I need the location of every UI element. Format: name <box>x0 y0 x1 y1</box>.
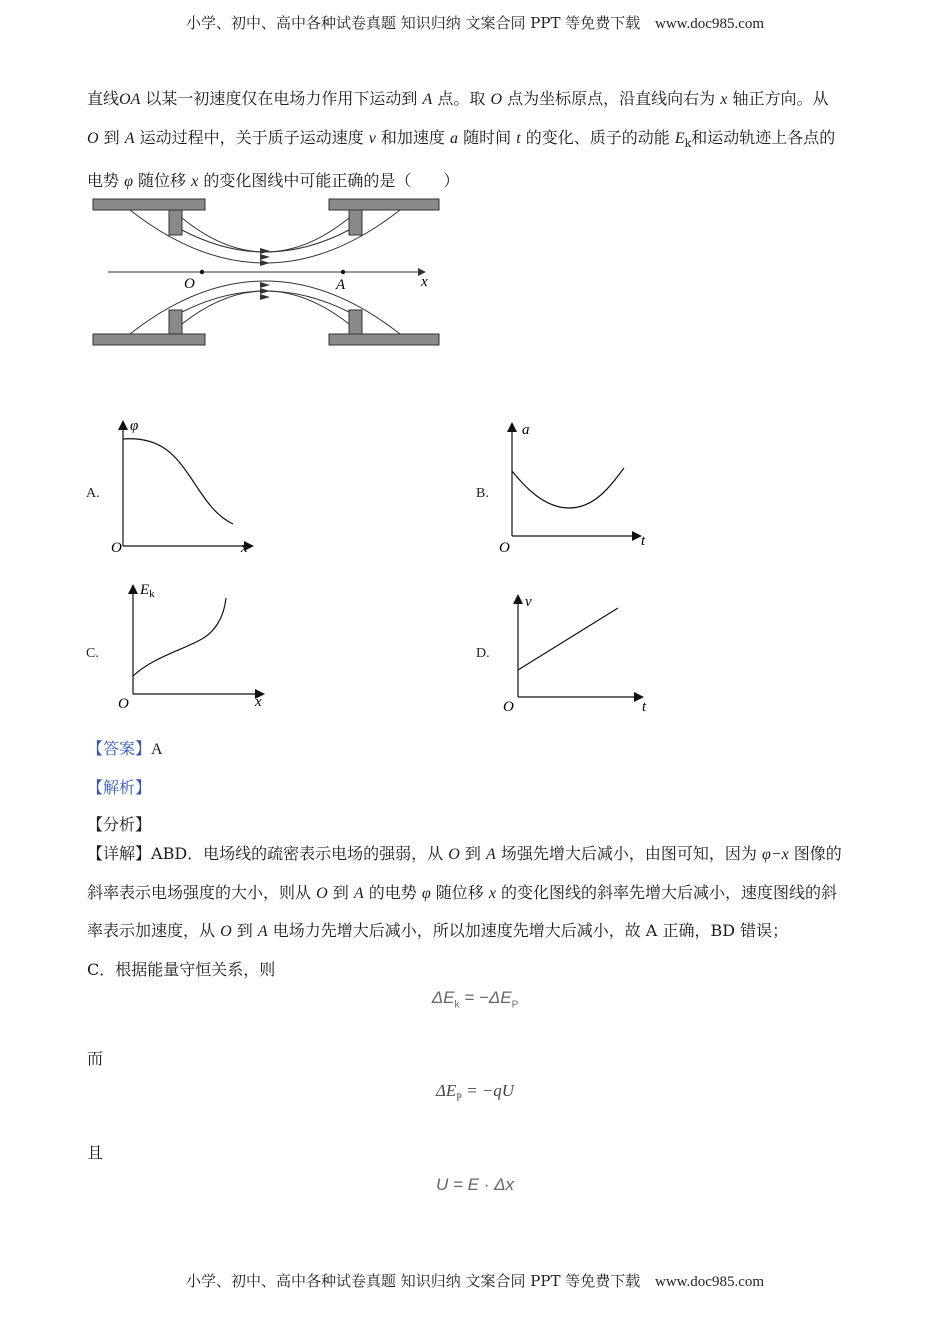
label-a: A <box>336 277 346 293</box>
question-line-2 <box>87 119 867 163</box>
origin-label: O <box>118 696 129 712</box>
y-label: v <box>525 594 532 610</box>
text: 随位移 <box>430 882 489 902</box>
text: 到 <box>231 921 258 940</box>
text: 到 <box>98 127 125 147</box>
question-stem <box>87 80 867 201</box>
text: 点为坐标原点，沿直线向右为 <box>502 89 721 108</box>
text: 电场力先增大后减小，所以加速度先增大后减小，故 A 正确，BD 错误； <box>267 921 789 940</box>
f2-right: = −qU <box>461 1081 515 1100</box>
f1-right-sub: P <box>511 999 519 1011</box>
analysis-tag: 【解析】 <box>87 777 152 797</box>
y-label-sub: k <box>149 588 155 600</box>
formula-energy-conservation <box>0 988 950 1010</box>
text: 到 <box>327 882 354 902</box>
detail-line-2 <box>87 874 867 913</box>
text: 运动过程中，关于质子运动速度 <box>134 127 369 147</box>
text: 和加速度 <box>375 127 451 147</box>
phi-curve <box>123 439 233 524</box>
x-label: x <box>255 694 262 710</box>
text: 的电势 <box>363 882 422 902</box>
text: 随时间 <box>458 127 517 147</box>
text: 轴正方向。从 <box>727 89 829 108</box>
text: 场强先增大后减小，由图可知，因为 <box>495 844 762 863</box>
top-electrode <box>93 199 439 235</box>
answer-line <box>87 730 867 769</box>
header-text: 小学、初中、高中各种试卷真题 知识归纳 文案合同 PPT 等免费下载 <box>185 14 641 32</box>
text: 的变化图线的斜率先增大后减小，速度图线的斜 <box>495 882 838 902</box>
electric-field-figure <box>90 196 442 350</box>
page-header <box>0 12 950 33</box>
var-o: O <box>316 884 328 902</box>
f2-left-sub: P <box>456 1092 462 1104</box>
var-phi: φ <box>124 173 133 191</box>
var-ek-sub: k <box>684 136 692 150</box>
detail-section <box>87 835 867 988</box>
footer-url[interactable]: www.doc985.com <box>655 1274 765 1290</box>
text: 随位移 <box>132 171 192 191</box>
f1-mid: = −ΔE <box>459 988 512 1007</box>
question-line-1 <box>87 80 867 119</box>
y-label-main: E <box>140 582 150 598</box>
text: 的变化图线中可能正确的是（ ） <box>198 171 460 191</box>
var-v: v <box>368 129 376 147</box>
origin-label: O <box>499 540 510 556</box>
text: 的变化、质子的动能 <box>520 127 675 147</box>
text: 率表示加速度，从 <box>87 921 221 940</box>
a-curve <box>512 468 624 508</box>
detail-line-4: C．根据能量守恒关系，则 <box>87 959 276 979</box>
text: 点。取 <box>432 89 491 108</box>
text: ABD．电场线的疏密表示电场的强弱，从 <box>151 844 449 863</box>
word-er: 而 <box>87 1049 104 1068</box>
var-o: O <box>490 91 503 108</box>
y-label <box>139 582 155 600</box>
y-arrow-icon <box>128 584 138 594</box>
word-qie: 且 <box>87 1143 104 1162</box>
x-label: t <box>641 533 646 549</box>
text: 图像的 <box>788 844 842 863</box>
var-acc: a <box>450 129 459 147</box>
var-phi: φ <box>421 884 431 902</box>
fenxi-tag: 【分析】 <box>87 815 152 834</box>
var-t: t <box>516 129 521 147</box>
formula-potential-energy <box>0 1081 950 1103</box>
y-label: φ <box>130 418 139 434</box>
f1-left: ΔE <box>431 988 455 1007</box>
page-footer <box>0 1270 950 1291</box>
y-arrow-icon <box>507 422 517 432</box>
analysis-line <box>87 769 867 807</box>
bottom-electrode <box>93 310 439 345</box>
question-line-3 <box>87 162 867 201</box>
x-label: x <box>241 540 248 556</box>
option-a-label[interactable]: A. <box>86 486 100 501</box>
point-a <box>341 270 345 274</box>
footer-text: 小学、初中、高中各种试卷真题 知识归纳 文案合同 PPT 等免费下载 <box>185 1272 641 1290</box>
option-d-graph <box>500 590 660 718</box>
ek-curve <box>133 598 226 676</box>
var-o: O <box>87 129 99 147</box>
text: 直线 <box>87 89 120 108</box>
var-x: x <box>191 173 199 191</box>
option-b-label[interactable]: B. <box>476 486 489 501</box>
var-o: O <box>220 923 232 940</box>
option-d-label[interactable]: D. <box>476 646 490 661</box>
option-a-graph <box>106 416 266 560</box>
f2-left: ΔE <box>435 1081 457 1100</box>
origin-label: O <box>111 540 122 556</box>
label-o: O <box>184 276 195 292</box>
answer-value: A <box>151 741 163 758</box>
var-a-point: A <box>124 129 135 147</box>
var-a-point: A <box>422 91 433 108</box>
text: 和运动轨迹上各点的 <box>691 127 836 147</box>
var-oa: OA <box>119 91 141 108</box>
var-x: x <box>720 91 728 108</box>
f3: U = E · Δx <box>435 1175 514 1194</box>
field-arrows-top <box>260 248 270 266</box>
answer-section <box>87 730 867 844</box>
x-label: t <box>642 699 647 715</box>
detail-line-3 <box>87 912 867 951</box>
label-x: x <box>421 274 428 290</box>
var-a-point: A <box>353 884 364 902</box>
header-url[interactable]: www.doc985.com <box>655 16 765 32</box>
var-x: x <box>488 884 496 902</box>
answer-tag: 【答案】 <box>87 739 152 758</box>
var-a-point: A <box>257 923 268 940</box>
formula-voltage <box>0 1175 950 1195</box>
text: 到 <box>459 844 486 863</box>
y-arrow-icon <box>513 594 523 604</box>
f1-left-sub: k <box>454 999 460 1011</box>
text: 以某一初速度仅在电场力作用下运动到 <box>140 89 423 108</box>
option-b-graph <box>494 416 658 560</box>
option-c-label[interactable]: C. <box>86 646 99 661</box>
var-o: O <box>448 846 460 863</box>
var-ek: E <box>674 129 685 147</box>
detail-line-1 <box>87 835 867 874</box>
var-a-point: A <box>486 846 496 863</box>
detail-tag: 【详解】 <box>87 844 152 863</box>
field-arrows-bottom <box>260 282 270 300</box>
v-line <box>518 608 618 670</box>
y-label: a <box>522 422 530 438</box>
text: 电势 <box>87 171 125 191</box>
option-c-graph <box>112 578 272 712</box>
y-arrow-icon <box>118 420 128 430</box>
origin-label: O <box>503 699 514 715</box>
point-o <box>200 270 204 274</box>
var-phi-x: φ−x <box>761 846 789 863</box>
text: 斜率表示电场强度的大小，则从 <box>87 882 317 902</box>
